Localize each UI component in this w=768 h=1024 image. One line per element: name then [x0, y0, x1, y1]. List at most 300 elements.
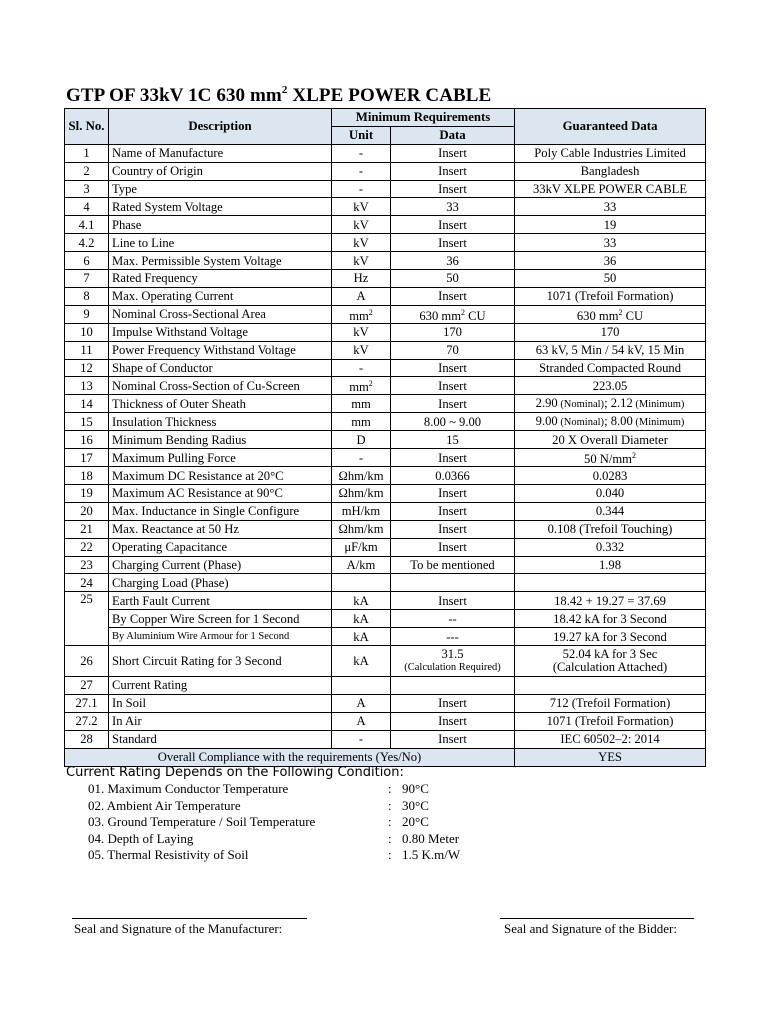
cell-guaranteed	[515, 449, 706, 467]
cell-text: 0.040	[595, 486, 625, 501]
cell-description	[109, 198, 332, 216]
cell-unit	[332, 395, 391, 413]
cell-text: 50	[603, 271, 617, 286]
cell-data: ---	[391, 628, 515, 646]
table-row	[65, 395, 706, 413]
cell-unit	[332, 538, 391, 556]
cell-text: 24	[80, 575, 93, 590]
cell-text: kV	[353, 199, 369, 214]
cell-unit	[332, 712, 391, 730]
cell-text: Insert	[438, 235, 467, 250]
cell-guaranteed	[515, 323, 706, 341]
cell-guaranteed	[515, 252, 706, 270]
cell-text: Charging Load (Phase)	[112, 575, 229, 590]
cell-text: Insert	[438, 182, 467, 196]
cell-unit	[332, 270, 391, 288]
cell-text: -	[358, 450, 364, 465]
cell-text: Insert	[438, 522, 467, 537]
header-unit: Unit	[332, 126, 391, 144]
cell-text: 4	[83, 199, 90, 214]
cell-text: mm	[351, 396, 371, 411]
cell-text: kV	[353, 235, 369, 250]
cell-description	[109, 574, 332, 592]
cell-text: 4.2	[78, 235, 95, 250]
cell-text: Poly Cable Industries Limited	[534, 146, 686, 161]
cell-unit	[332, 287, 391, 305]
cell-text: 17	[80, 450, 93, 465]
cell-text: 33kV XLPE POWER CABLE	[532, 182, 688, 196]
cell-text: Minimum Bending Radius	[112, 432, 247, 447]
cell-guaranteed	[515, 502, 706, 520]
superscript: 2	[631, 451, 636, 461]
table-row	[65, 520, 706, 538]
cell-text: Charging Current (Phase)	[112, 558, 242, 573]
table-row	[65, 694, 706, 712]
cell-description	[109, 323, 332, 341]
condition-item	[88, 831, 460, 848]
cell-sl-no: 26	[65, 646, 109, 677]
cell-text: 4.1	[78, 217, 95, 232]
cell-data	[391, 467, 515, 485]
cell-text: Insulation Thickness	[112, 414, 217, 429]
cell-text: 7	[83, 271, 90, 286]
cell-text: Power Frequency Withstand Voltage	[112, 343, 296, 358]
table-row	[65, 216, 706, 234]
cell-note: (Nominal)	[557, 398, 605, 410]
table-row	[65, 162, 706, 180]
cell-text: 8	[83, 289, 90, 304]
cell-description	[109, 677, 332, 695]
cell-unit	[332, 341, 391, 359]
cell-text: 36	[603, 253, 617, 268]
cell-text: 0.344	[595, 504, 625, 519]
cell-guaranteed	[515, 180, 706, 198]
cell-description	[109, 538, 332, 556]
cell-text: 23	[80, 558, 93, 573]
cell-text: 22	[80, 540, 93, 555]
table-row	[65, 341, 706, 359]
cell-text: Max. Permissible System Voltage	[112, 253, 282, 268]
cell-unit	[332, 677, 391, 695]
superscript: 2	[368, 307, 373, 317]
table-row	[65, 287, 706, 305]
cell-sl-no	[65, 252, 109, 270]
cell-text: 10	[80, 325, 93, 340]
cell-guaranteed	[515, 520, 706, 538]
cell-unit: kA	[332, 592, 391, 610]
cell-sl-no	[65, 162, 109, 180]
cell-sl-no	[65, 270, 109, 288]
cell-text: Ωhm/km	[338, 486, 384, 501]
cell-text: Insert	[438, 450, 467, 465]
cell-text: kV	[353, 253, 369, 268]
cell-text: 20 X Overall Diameter	[552, 432, 668, 447]
cell-text: -	[358, 732, 364, 747]
cell-text: 0.0366	[435, 468, 470, 483]
cell-data	[391, 694, 515, 712]
condition-separator: :	[388, 830, 392, 846]
cell-description	[109, 216, 332, 234]
cell-text: Ωhm/km	[338, 522, 384, 537]
table-row	[65, 198, 706, 216]
cell-description	[109, 502, 332, 520]
cell-data	[391, 712, 515, 730]
condition-value: 20°C	[402, 814, 429, 830]
cell-unit: kA	[332, 610, 391, 628]
cell-text: kV	[353, 217, 369, 232]
cell-unit	[332, 556, 391, 574]
cell-unit	[332, 413, 391, 431]
cell-text: 223.05	[592, 378, 628, 393]
cell-guaranteed	[515, 677, 706, 695]
cell-description	[109, 485, 332, 503]
cell-text: A/km	[346, 558, 376, 573]
cell-unit	[332, 574, 391, 592]
cell-sl-no	[65, 234, 109, 252]
cell-text: 50 N/mm	[584, 452, 632, 467]
condition-label: 05. Thermal Resistivity of Soil	[88, 847, 249, 863]
cell-description	[109, 287, 332, 305]
cell-text: mm	[349, 308, 369, 323]
cell-guaranteed: 18.42 + 19.27 = 37.69	[515, 592, 706, 610]
cell-text: 2	[83, 164, 90, 179]
cell-text: 9	[83, 307, 90, 322]
cell-text: -	[358, 182, 364, 196]
cell-unit	[332, 305, 391, 323]
cell-text: Nominal Cross-Section of Cu-Screen	[112, 378, 300, 393]
cell-sl-no	[65, 377, 109, 395]
condition-label: 03. Ground Temperature / Soil Temperature	[88, 814, 316, 830]
cell-text: 33	[603, 235, 617, 250]
conditions-title: Current Rating Depends on the Following Condition:	[66, 765, 404, 780]
cell-text: In Soil	[112, 696, 146, 711]
cell-guaranteed	[515, 377, 706, 395]
cell-description	[109, 712, 332, 730]
cell-text: -	[358, 164, 364, 179]
cell-sl-no	[65, 305, 109, 323]
cell-data	[391, 323, 515, 341]
cell-unit	[332, 198, 391, 216]
table-row	[65, 449, 706, 467]
cell-text: Rated System Voltage	[112, 199, 223, 214]
cell-text: Insert	[438, 396, 467, 411]
cell-text: 19	[603, 217, 617, 232]
cell-text: 36	[446, 253, 459, 268]
cell-data	[391, 395, 515, 413]
cell-data	[391, 305, 515, 323]
cell-description	[109, 234, 332, 252]
cell-unit	[332, 359, 391, 377]
cell-text: 28	[80, 732, 93, 747]
cell-unit	[332, 162, 391, 180]
cell-data	[391, 252, 515, 270]
superscript: 2	[618, 307, 623, 317]
cell-text: Maximum DC Resistance at 20°C	[112, 468, 284, 483]
cell-description	[109, 270, 332, 288]
cell-text: μF/km	[344, 540, 378, 555]
cell-note: (Minimum)	[632, 398, 685, 410]
cell-sl-no	[65, 574, 109, 592]
cell-text: Ωhm/km	[338, 468, 384, 483]
cell-text: 11	[80, 343, 93, 358]
cell-guaranteed	[515, 341, 706, 359]
compliance-label: Overall Compliance with the requirements (Yes/No)	[65, 748, 515, 766]
cell-description	[109, 305, 332, 323]
cell-description	[109, 556, 332, 574]
cell-text: 630 mm	[419, 308, 461, 323]
cell-data	[391, 485, 515, 503]
table-row	[65, 592, 706, 610]
cell-guaranteed	[515, 485, 706, 503]
cell-text: Insert	[438, 696, 467, 711]
cell-text: 14	[80, 396, 93, 411]
condition-separator: :	[388, 814, 392, 830]
cell-guaranteed: 19.27 kA for 3 Second	[515, 628, 706, 646]
cell-text: kV	[353, 325, 369, 340]
cell-text: 70	[446, 343, 459, 358]
table-row	[65, 646, 706, 677]
cell-text: 27.1	[75, 696, 98, 711]
cell-unit	[332, 502, 391, 520]
cell-text: mH/km	[341, 504, 381, 519]
condition-label: 02. Ambient Air Temperature	[88, 797, 241, 813]
condition-label: 04. Depth of Laying	[88, 830, 194, 846]
table-row	[65, 305, 706, 323]
cell-data	[391, 162, 515, 180]
cell-text: Max. Reactance at 50 Hz	[112, 522, 239, 537]
cell-text: Country of Origin	[112, 164, 203, 179]
cell-unit	[332, 216, 391, 234]
cell-guaranteed	[515, 538, 706, 556]
cell-guaranteed	[515, 216, 706, 234]
table-row	[65, 730, 706, 748]
cell-sl-no	[65, 287, 109, 305]
cell-guaranteed	[515, 574, 706, 592]
superscript: 2	[461, 307, 465, 317]
cell-guaranteed	[515, 712, 706, 730]
guaranteed-value: 52.04 kA for 3 Sec	[562, 647, 658, 662]
cell-text: 170	[443, 325, 462, 340]
cell-data	[391, 574, 515, 592]
cell-text: Insert	[438, 289, 467, 304]
cell-text: ; 8.00	[604, 413, 633, 428]
cell-data	[391, 502, 515, 520]
bidder-signature-label: Seal and Signature of the Bidder:	[504, 921, 677, 936]
guaranteed-note: (Calculation Attached)	[552, 660, 668, 675]
cell-unit	[332, 485, 391, 503]
cell-sl-no	[65, 341, 109, 359]
cell-guaranteed	[515, 395, 706, 413]
cell-guaranteed	[515, 694, 706, 712]
cell-sl-no	[65, 323, 109, 341]
cell-text: Maximum Pulling Force	[112, 450, 236, 465]
cell-text: IEC 60502–2: 2014	[560, 732, 660, 747]
cell-text: Rated Frequency	[112, 271, 198, 286]
cell-sl-no	[65, 198, 109, 216]
cell-sl-no	[65, 694, 109, 712]
cell-guaranteed	[515, 359, 706, 377]
cell-description	[109, 252, 332, 270]
bidder-signature-line	[500, 918, 694, 919]
cell-sl-no	[65, 485, 109, 503]
cell-text: Max. Inductance in Single Configure	[112, 504, 300, 519]
table-row	[65, 712, 706, 730]
cell-text: 20	[80, 504, 93, 519]
cell-unit	[332, 144, 391, 162]
cell-text: Maximum AC Resistance at 90°C	[112, 486, 283, 501]
cell-text: Insert	[438, 714, 467, 729]
table-row	[65, 610, 706, 628]
cell-data	[391, 556, 515, 574]
header-minimum-requirements: Minimum Requirements	[332, 109, 515, 127]
table-row	[65, 359, 706, 377]
cell-text: 15	[446, 432, 459, 447]
cell-text: 63 kV, 5 Min / 54 kV, 15 Min	[535, 343, 685, 358]
cell-data	[391, 413, 515, 431]
cell-description	[109, 341, 332, 359]
condition-item	[88, 814, 460, 831]
table-row	[65, 431, 706, 449]
cell-unit	[332, 234, 391, 252]
cell-text: Max. Operating Current	[112, 289, 234, 304]
condition-value: 1.5 K.m/W	[402, 847, 461, 863]
cell-sl-no	[65, 538, 109, 556]
cell-text: Impulse Withstand Voltage	[112, 325, 248, 340]
header-description: Description	[109, 109, 332, 145]
manufacturer-signature-label: Seal and Signature of the Manufacturer:	[74, 921, 283, 936]
table-row	[65, 234, 706, 252]
condition-separator: :	[388, 847, 392, 863]
cell-text: Bangladesh	[580, 164, 640, 179]
cell-guaranteed	[515, 730, 706, 748]
cell-unit	[332, 431, 391, 449]
cell-text: Insert	[438, 504, 467, 519]
cell-data	[391, 180, 515, 198]
cell-description	[109, 467, 332, 485]
cell-data	[391, 520, 515, 538]
cell-sl-no	[65, 712, 109, 730]
cell-text: Insert	[438, 361, 467, 376]
cell-text: 50	[446, 271, 459, 286]
table-row	[65, 538, 706, 556]
cell-unit: kA	[332, 646, 391, 677]
cell-text: 712 (Trefoil Formation)	[549, 696, 671, 711]
table-row	[65, 144, 706, 162]
cell-description	[109, 180, 332, 198]
page-title: GTP OF 33kV 1C 630 $mm^2$ XLPE POWER CABLE	[66, 84, 492, 106]
cell-sl-no	[65, 677, 109, 695]
cell-text: 16	[80, 432, 93, 447]
table-row	[65, 252, 706, 270]
cell-text: CU	[465, 308, 486, 323]
cell-text: A	[356, 696, 366, 711]
cell-text: Line to Line	[112, 235, 175, 250]
cell-sl-no	[65, 556, 109, 574]
cell-note: (Nominal)	[557, 416, 605, 428]
cell-text: 9.00	[535, 413, 558, 428]
table-row	[65, 485, 706, 503]
conditions-list	[88, 781, 460, 864]
cell-guaranteed	[515, 144, 706, 162]
cell-text: In Air	[112, 714, 142, 729]
cell-guaranteed	[515, 413, 706, 431]
cell-description: By Aluminium Wire Armour for 1 Second	[109, 628, 332, 646]
header-guaranteed-data: Guaranteed Data	[515, 109, 706, 145]
cell-guaranteed	[515, 270, 706, 288]
cell-text: Hz	[353, 271, 369, 286]
cell-description	[109, 144, 332, 162]
cell-text: -	[358, 361, 364, 376]
cell-guaranteed	[515, 305, 706, 323]
cell-unit	[332, 730, 391, 748]
cell-text: Thickness of Outer Sheath	[112, 396, 246, 411]
header-data: Data	[391, 126, 515, 144]
cell-text: Insert	[438, 378, 467, 393]
cell-description	[109, 520, 332, 538]
cell-text: 13	[80, 378, 93, 393]
cell-unit	[332, 323, 391, 341]
cell-text: To be mentioned	[410, 558, 495, 573]
data-value: 31.5	[441, 647, 464, 662]
cell-sl-no	[65, 520, 109, 538]
table-row	[65, 502, 706, 520]
cell-description: Short Circuit Rating for 3 Second	[109, 646, 332, 677]
cell-data	[391, 359, 515, 377]
cell-unit	[332, 449, 391, 467]
cell-unit	[332, 180, 391, 198]
data-note: (Calculation Required)	[404, 662, 501, 674]
cell-guaranteed	[515, 287, 706, 305]
condition-label: 01. Maximum Conductor Temperature	[88, 781, 289, 797]
cell-text: D	[356, 432, 366, 447]
cell-sl-no	[65, 431, 109, 449]
cell-text: Name of Manufacture	[112, 146, 224, 161]
cell-text: 21	[80, 522, 93, 537]
cell-text: CU	[622, 308, 644, 323]
cell-text: 1	[83, 146, 90, 161]
cell-text: 0.0283	[592, 468, 628, 483]
cell-description	[109, 359, 332, 377]
cell-data	[391, 730, 515, 748]
gtp-table	[64, 108, 706, 767]
cell-description	[109, 694, 332, 712]
cell-sl-no	[65, 502, 109, 520]
cell-data	[391, 198, 515, 216]
condition-value: 0.80 Meter	[402, 830, 460, 846]
cell-text: A	[356, 714, 366, 729]
cell-guaranteed	[515, 234, 706, 252]
cell-guaranteed: 18.42 kA for 3 Second	[515, 610, 706, 628]
cell-text: 0.108 (Trefoil Touching)	[547, 522, 673, 537]
cell-description: Earth Fault Current	[109, 592, 332, 610]
table-row	[65, 574, 706, 592]
cell-sl-no	[65, 180, 109, 198]
cell-text: Phase	[112, 217, 142, 232]
cell-data	[391, 287, 515, 305]
cell-sl-no	[65, 395, 109, 413]
cell-text: 1071 (Trefoil Formation)	[546, 714, 674, 729]
cell-data	[391, 270, 515, 288]
cell-text: Insert	[438, 486, 467, 501]
cell-guaranteed	[515, 646, 706, 677]
cell-data	[391, 449, 515, 467]
cell-sl-no	[65, 413, 109, 431]
cell-text: 630 mm	[576, 308, 619, 323]
compliance-value: YES	[515, 748, 706, 766]
cell-text: 3	[83, 182, 90, 196]
cell-description	[109, 162, 332, 180]
cell-data	[391, 234, 515, 252]
